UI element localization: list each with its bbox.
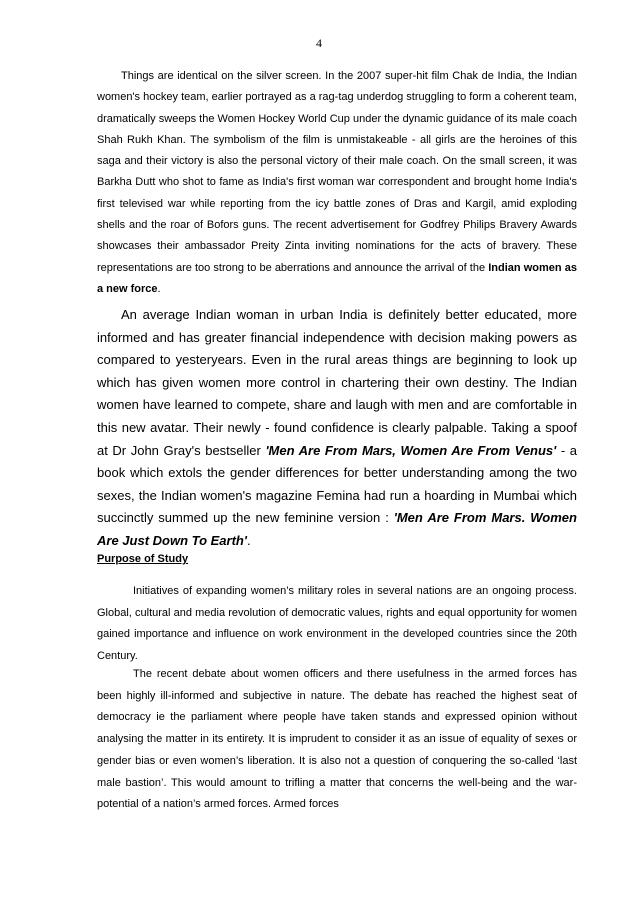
- paragraph-middle: - a book which extols the gender differences for better understanding among the two sexes, the Indian women's magazine Femina had run a hoarding in Mumbai which succinctly summed up the new feminine version :: [97, 442, 577, 526]
- page-number: 4: [316, 36, 322, 50]
- paragraph-text: Things are identical on the silver screen. In the 2007 super-hit film Chak de India, the Indian women's hockey team, earlier portrayed as a rag-tag underdog struggling to form a coherent team, dramatically sweeps the Women Hockey World Cup under the dynamic guidance of its male coach Shah Rukh Khan. The symbolism of the film is unmistakeable - all girls are the heroines of this saga and their victory is also the personal victory of their male coach. On the small screen, it was Barkha Dutt who shot to fame as India's first woman war correspondent and brought home India's first televised war while reporting from the icy battle zones of Dras and Kargil, amid exploding shells and the roar of Bofors guns. The recent advertisement for Godfrey Philips Bravery Awards showcases their ambassador Preity Zinta inviting nominations for the acts of bravery. These representations are too strong to be aberrations and announce the arrival of the: [97, 70, 577, 274]
- paragraph-end: .: [246, 532, 251, 548]
- paragraph-text: An average Indian woman in urban India is definitely better educated, more informed and has greater financial independence with decision making powers as compared to yesteryears. Even in the rural areas things are beginning to look up which has given women more control in chartering their own destiny. The Indian women have learned to compete, share and laugh with men and are comfortable in this new avatar. Their newly - found confidence is clearly palpable. Taking a spoof at Dr John Gray's bestseller: [97, 307, 577, 458]
- bold-phrase: Indian women as a new force: [97, 261, 577, 295]
- book-title: 'Men Are From Mars, Women Are From Venus': [265, 442, 557, 458]
- paragraph-silver-screen: [97, 66, 577, 300]
- paragraph-end: .: [157, 282, 161, 295]
- paragraph-initiatives: Initiatives of expanding women’s military roles in several nations are an ongoing process. Global, cultural and media revolution of democratic values, rights and equal opportunity for women gained importance and influence on work environment in the developed countries since the 20th Century.: [97, 585, 577, 663]
- paragraph-average-woman: [97, 304, 577, 553]
- hoarding-slogan: 'Men Are From Mars. Women Are Just Down To Earth': [97, 510, 577, 548]
- paragraph-debate: The recent debate about women officers and there usefulness in the armed forces has been highly ill-informed and subjective in nature. The debate has reached the highest seat of democracy ie the parliament where people have taken stands and expressed opinion without analysing the matter in its entirety. It is imprudent to consider it as an issue of equality of sexes or gender bias or even women’s liberation. It is also not a question of conquering the so-called ‘last male bastion’. This would amount to trifling a matter that concerns the well-being and the war-potential of a nation’s armed forces. Armed forces: [97, 668, 577, 811]
- section-heading: Purpose of Study: [97, 553, 189, 565]
